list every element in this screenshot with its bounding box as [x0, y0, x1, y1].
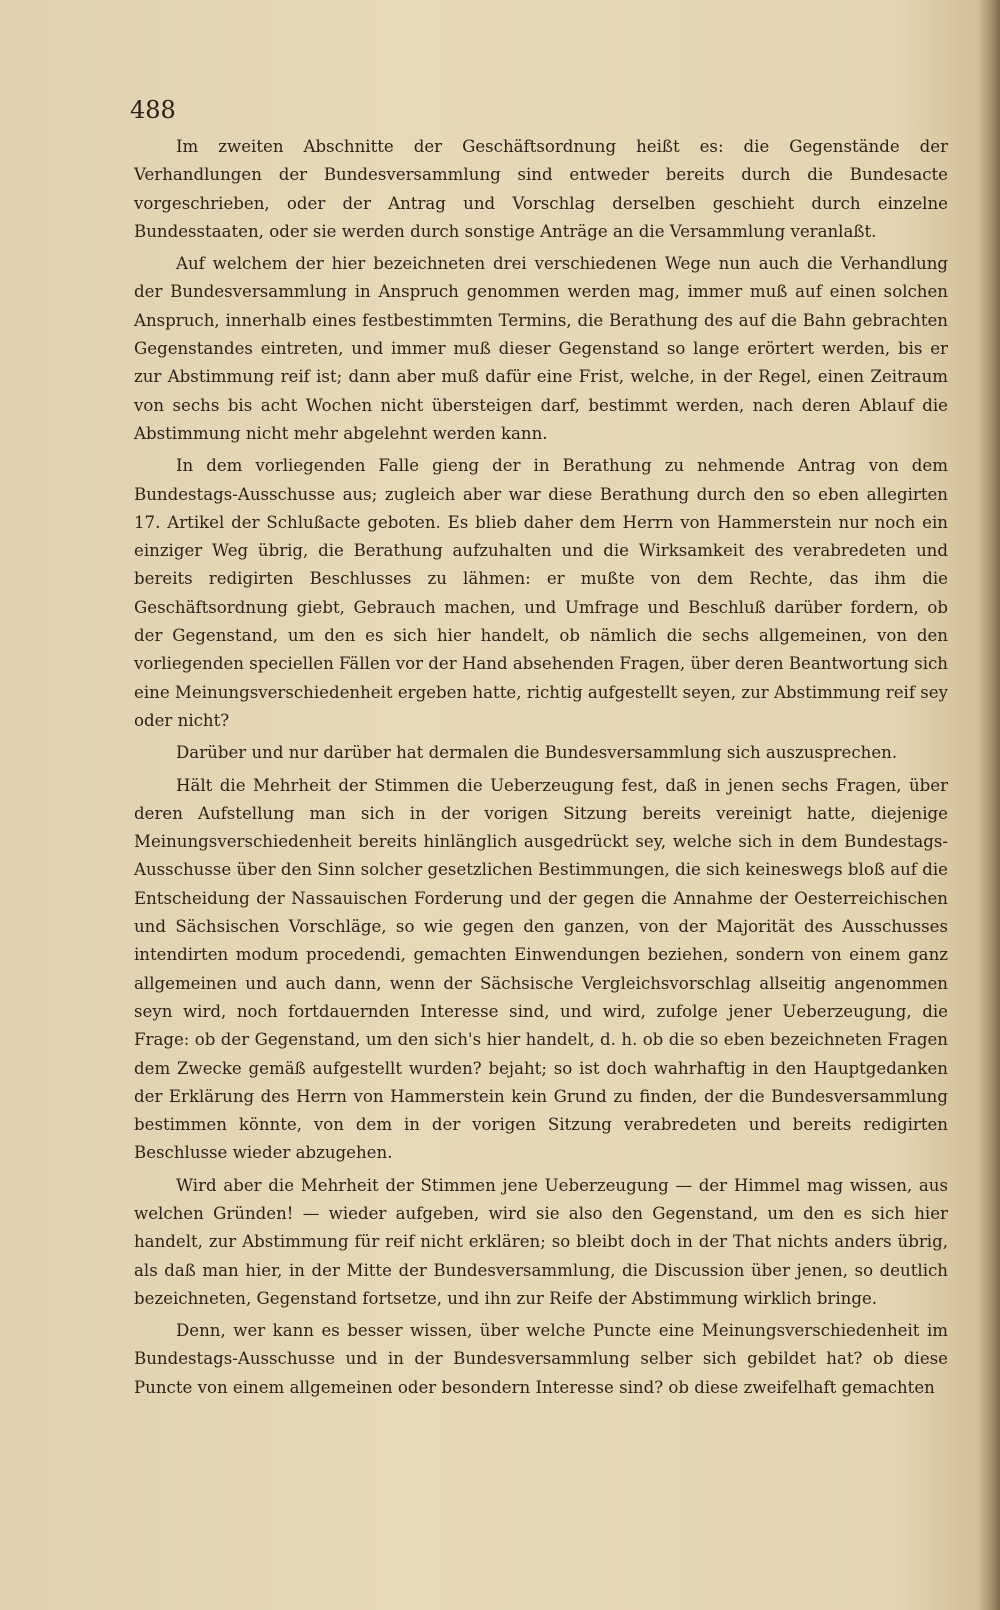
body-text	[134, 133, 948, 1406]
page-edge-shadow	[978, 0, 1000, 1610]
page-number: 488	[130, 96, 176, 124]
paragraph: Auf welchem der hier bezeichneten drei verschiedenen Wege nun auch die Verhandlung der Bundesversammlung in Anspruch genommen werden mag, immer muß auf einen solchen Anspruch, innerhalb eines festbestimmten Termins, die Berathung des auf die Bahn gebrachten Gegenstandes eintreten, und immer muß dieser Gegenstand so lange erörtert werden, bis er zur Abstimmung reif ist; dann aber muß dafür eine Frist, welche, in der Regel, einen Zeitraum von sechs bis acht Wochen nicht übersteigen darf, bestimmt werden, nach deren Ablauf die Abstimmung nicht mehr abgelehnt werden kann.	[134, 254, 948, 443]
paragraph: Hält die Mehrheit der Stimmen die Ueberzeugung fest, daß in jenen sechs Fragen, über deren Aufstellung man sich in der vorigen Sitzung bereits vereinigt hatte, diejenige Meinungsverschiedenheit bereits hinlänglich ausgedrückt sey, welche sich in dem Bundestags-Ausschusse über den Sinn solcher gesetzlichen Bestimmungen, die sich keineswegs bloß auf die Entscheidung der Nassauischen Forderung und der gegen die Annahme der Oesterreichischen und Sächsischen Vorschläge, so wie gegen den ganzen, von der Majorität des Ausschusses intendirten modum procedendi, gemachten Einwendungen beziehen, sondern von einem ganz allgemeinen und auch dann, wenn der Sächsische Vergleichsvorschlag allseitig angenommen seyn wird, noch fortdauernden Interesse sind, und wird, zufolge jener Ueberzeugung, die Frage: ob der Gegenstand, um den sich's hier handelt, d. h. ob die so eben bezeichneten Fragen dem Zwecke gemäß aufgestellt wurden? bejaht; so ist doch wahrhaftig in den Hauptgedanken der Erklärung des Herrn von Hammerstein kein Grund zu finden, der die Bundesversammlung bestimmen könnte, von dem in der vorigen Sitzung verabredeten und bereits redigirten Beschlusse wieder abzugehen.	[134, 775, 948, 1163]
paragraph: In dem vorliegenden Falle gieng der in Berathung zu nehmende Antrag von dem Bundestags-Ausschusse aus; zugleich aber war diese Berathung durch den so eben allegirten 17. Artikel der Schlußacte geboten. Es blieb daher dem Herrn von Hammerstein nur noch ein einziger Weg übrig, die Berathung aufzuhalten und die Wirksamkeit des verabredeten und bereits redigirten Beschlusses zu lähmen: er mußte von dem Rechte, das ihm die Geschäftsordnung giebt, Gebrauch machen, und Umfrage und Beschluß darüber fordern, ob der Gegenstand, um den es sich hier handelt, ob nämlich die sechs allgemeinen, von den vorliegenden speciellen Fällen vor der Hand absehenden Fragen, über deren Beantwortung sich eine Meinungsverschiedenheit ergeben hatte, richtig aufgestellt seyen, zur Abstimmung reif sey oder nicht?	[134, 456, 948, 730]
paragraph: Darüber und nur darüber hat dermalen die Bundesversammlung sich auszusprechen.	[176, 743, 898, 763]
paragraph: Wird aber die Mehrheit der Stimmen jene Ueberzeugung — der Himmel mag wissen, aus welchen Gründen! — wieder aufgeben, wird sie also den Gegenstand, um den es sich hier handelt, zur Abstimmung für reif nicht erklären; so bleibt doch in der That nichts anders übrig, als daß man hier, in der Mitte der Bundesversammlung, die Discussion über jenen, so deutlich bezeichneten, Gegenstand fortsetze, und ihn zur Reife der Abstimmung wirklich bringe.	[134, 1175, 948, 1308]
paragraph: Im zweiten Abschnitte der Geschäftsordnung heißt es: die Gegenstände der Verhandlungen der Bundesversammlung sind entweder bereits durch die Bundesacte vorgeschrieben, oder der Antrag und Vorschlag derselben geschieht durch einzelne Bundesstaaten, oder sie werden durch sonstige Anträge an die Versammlung veranlaßt.	[134, 137, 948, 241]
paragraph: Denn, wer kann es besser wissen, über welche Puncte eine Meinungsverschiedenheit im Bundestags-Ausschusse und in der Bundesversammlung selber sich gebildet hat? ob diese Puncte von einem allgemeinen oder besondern Interesse sind? ob diese zweifelhaft gemachten	[134, 1321, 948, 1397]
